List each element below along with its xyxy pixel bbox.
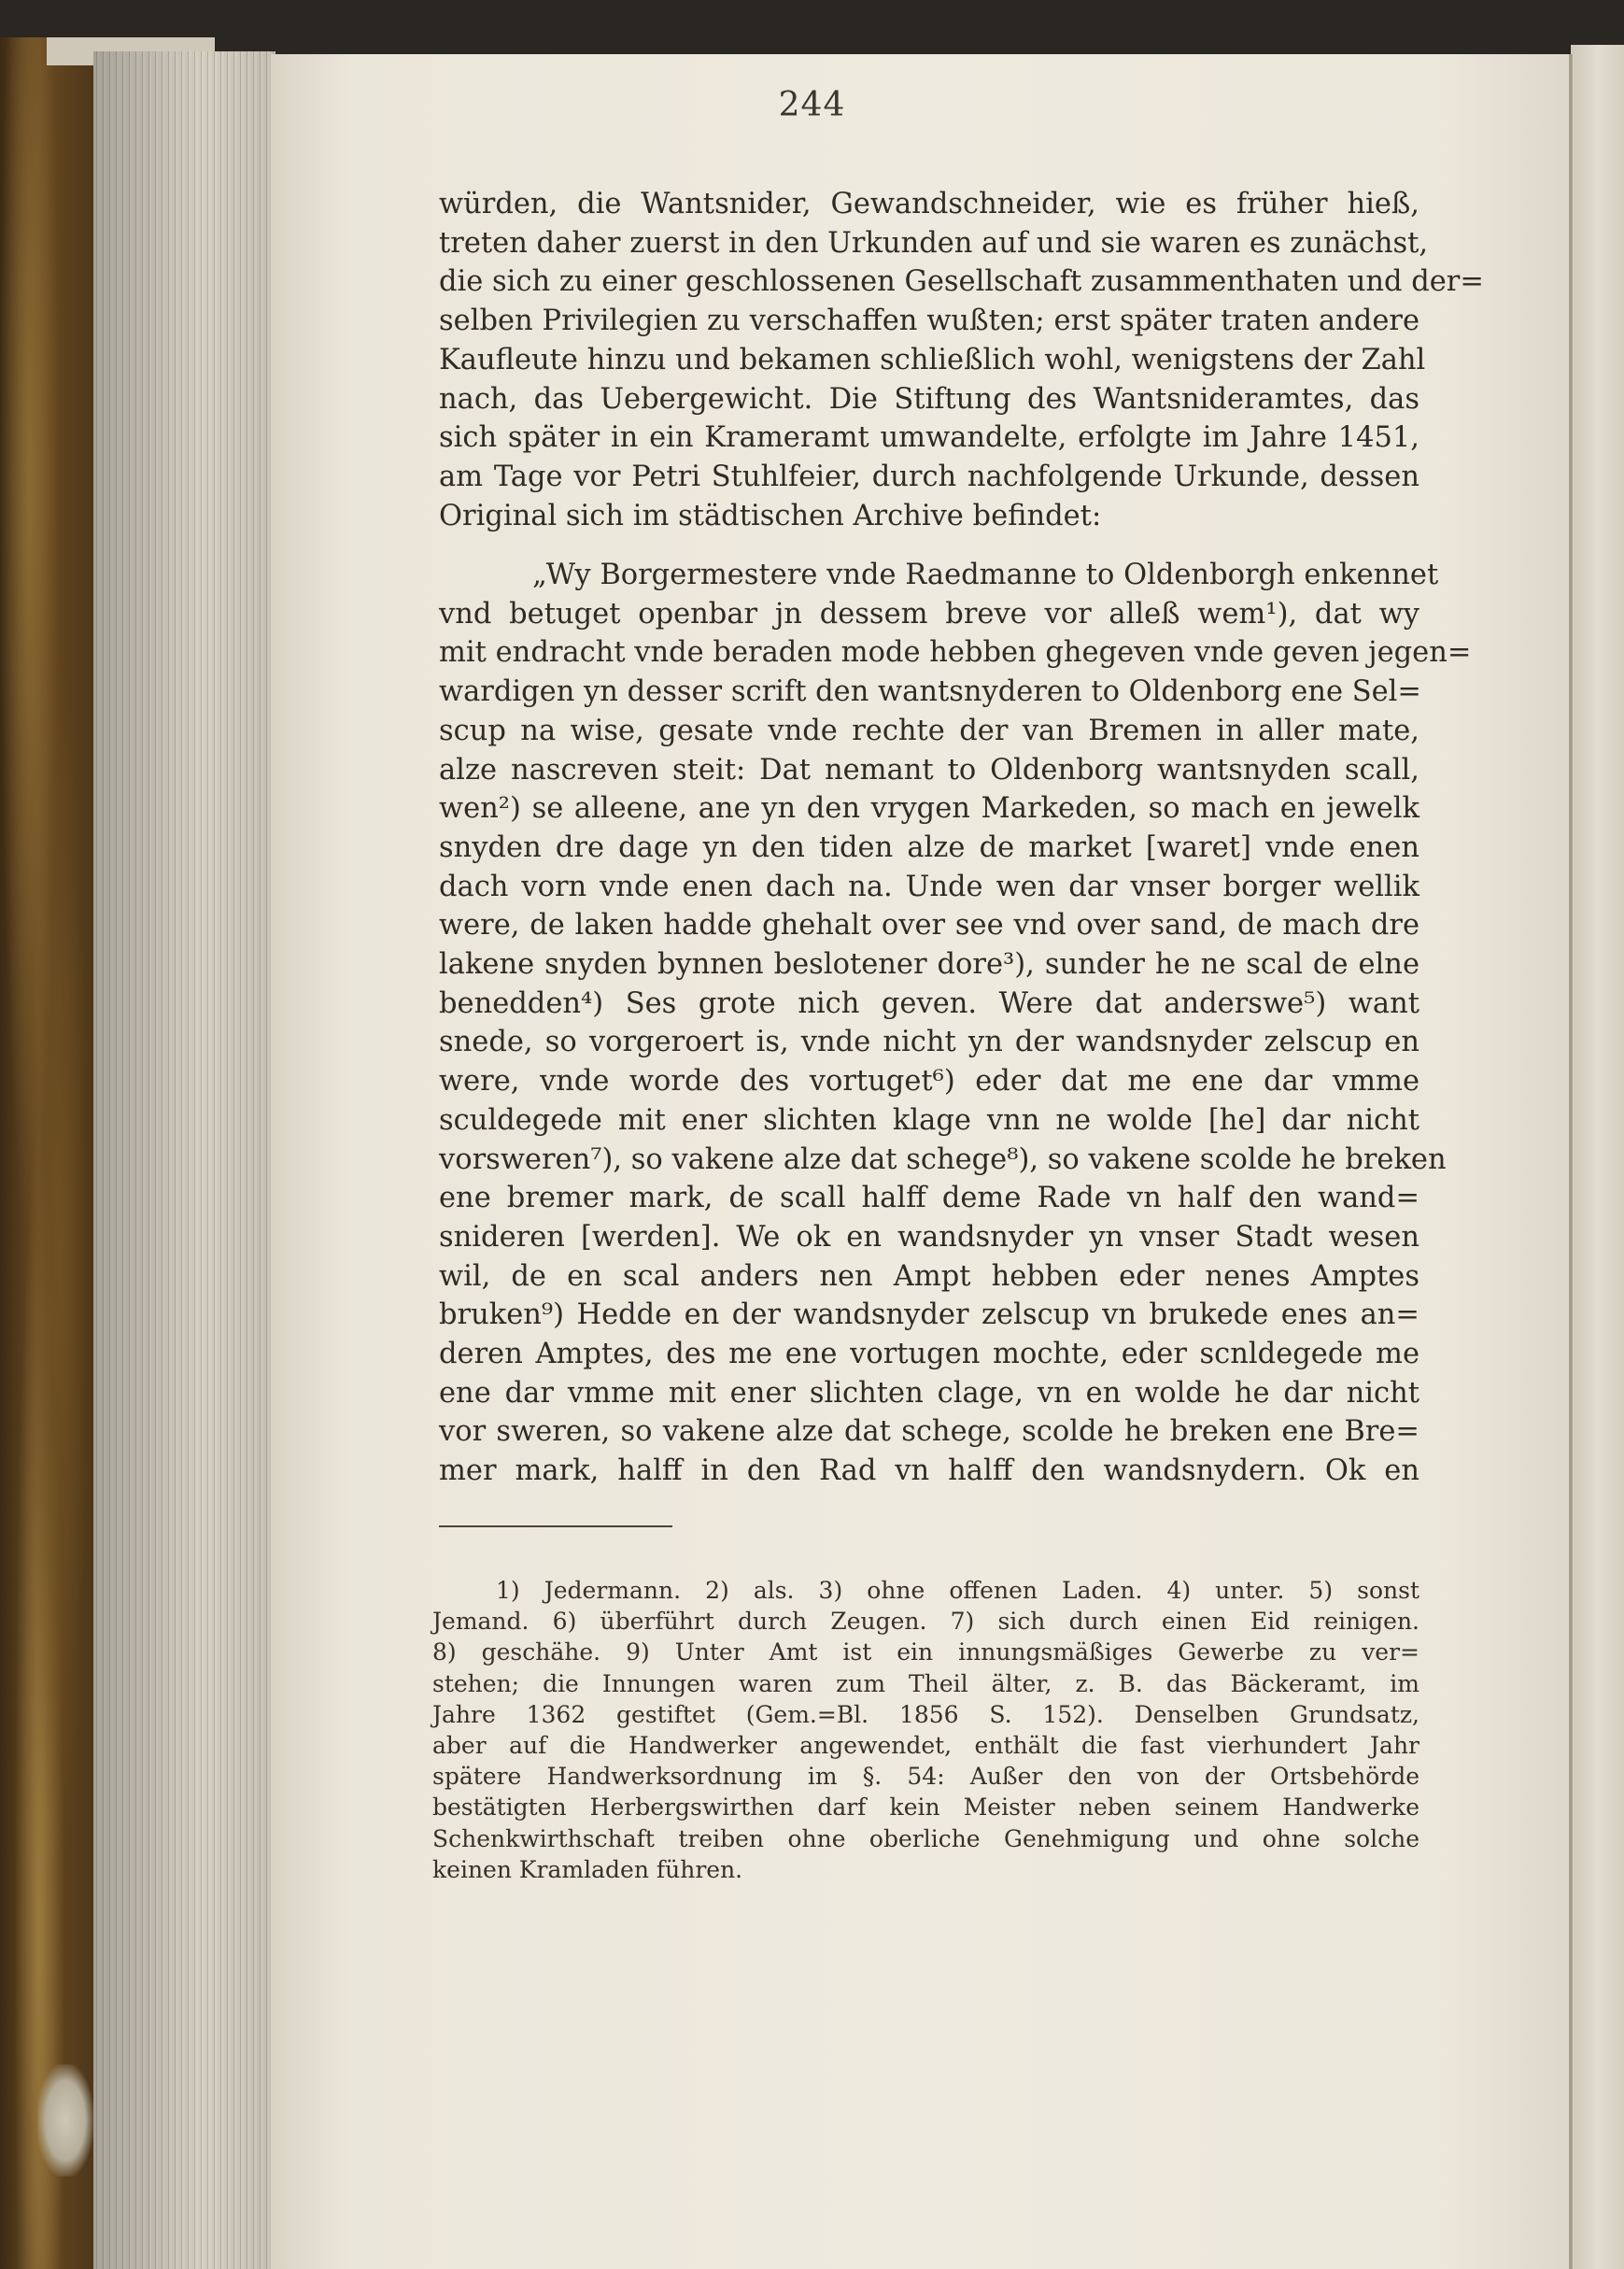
quoted-document (439, 556, 1472, 1491)
text-line: sculdegede mit ener slichten klage vnn ne wolde [he] dar nicht (439, 1103, 1419, 1137)
text-line: nach, das Uebergewicht. Die Stiftung des Wantsnideramtes, das (439, 382, 1419, 416)
text-line: Original sich im städtischen Archive befindet: (439, 499, 1102, 532)
gutter-line (1569, 54, 1573, 2269)
text-line: selben Privilegien zu verschaffen wußten; erst später traten andere (439, 305, 1419, 338)
page-edges-shadow (93, 51, 275, 2269)
text-line: Kaufleute hinzu und bekamen schließlich wohl, wenigstens der Zahl (439, 343, 1426, 376)
footnotes (432, 1575, 1419, 1885)
footnote-line: aber auf die Handwerker angewendet, enthält die fast vierhundert Jahr (432, 1732, 1419, 1760)
text-line: deren Amptes, des me ene vortugen mochte, eder scnldegede me (439, 1338, 1419, 1371)
text-line: dach vorn vnde enen dach na. Unde wen dar vnser borger wellik (439, 870, 1419, 903)
text-line: bruken⁹) Hedde en der wandsnyder zelscup vn brukede enes an= (439, 1298, 1419, 1332)
text-line: die sich zu einer geschlossenen Gesellschaft zusammenthaten und der= (439, 265, 1484, 299)
text-line: alze nascreven steit: Dat nemant to Oldenborg wantsnyden scall, (439, 753, 1419, 787)
text-line: treten daher zuerst in den Urkunden auf und sie waren es zunächst, (439, 226, 1429, 260)
text-line: scup na wise, gesate vnde rechte der van Bremen in aller mate, (439, 714, 1419, 747)
text-line: ene dar vmme mit ener slichten clage, vn en wolde he dar nicht (439, 1376, 1419, 1410)
text-line: sich später in ein Krameramt umwandelte, erfolgte im Jahre 1451, (439, 421, 1419, 455)
text-line: were, vnde worde des vortuget⁶) eder dat me ene dar vmme (439, 1065, 1419, 1099)
footnote-line: Jahre 1362 gestiftet (Gem.=Bl. 1856 S. 152). Denselben Grundsatz, (432, 1700, 1419, 1728)
text-line: were, de laken hadde ghehalt over see vnd over sand, de mach dre (439, 909, 1419, 943)
footnote-line: stehen; die Innungen waren zum Theil älter, z. B. das Bäckeramt, im (432, 1669, 1419, 1697)
corner-wear (37, 2064, 93, 2177)
footnote-line: spätere Handwerksordnung im §. 54: Außer den von der Ortsbehörde (432, 1763, 1419, 1791)
footnote-line: 8) geschähe. 9) Unter Amt ist ein innungsmäßiges Gewerbe zu ver= (432, 1638, 1419, 1666)
page-number: 244 (778, 86, 846, 124)
text-line: vnd betuget openbar jn dessem breve vor alleß wem¹), dat wy (439, 597, 1419, 631)
text-line: benedden⁴) Ses grote nich geven. Were dat anderswe⁵) want (439, 986, 1419, 1020)
footnote-line: 1) Jedermann. 2) als. 3) ohne offenen Laden. 4) unter. 5) sonst (496, 1577, 1419, 1604)
footnote-line: Schenkwirthschaft treiben ohne oberliche Genehmigung und ohne solche (432, 1824, 1419, 1852)
footnote-divider (439, 1525, 672, 1527)
text-line: ene bremer mark, de scall halff deme Rade vn half den wand= (439, 1182, 1419, 1215)
text-line: am Tage vor Petri Stuhlfeier, durch nachfolgende Urkunde, dessen (439, 460, 1419, 493)
book-cover (0, 37, 98, 2269)
text-line: „Wy Borgermestere vnde Raedmanne to Oldenborgh enkennet (532, 559, 1439, 591)
main-paragraph (439, 185, 1484, 535)
next-page-edge (1571, 45, 1624, 2269)
text-line: würden, die Wantsnider, Gewandschneider, wie es früher hieß, (439, 188, 1419, 220)
text-line: snyden dre dage yn den tiden alze de market [waret] vnde enen (439, 830, 1419, 864)
text-line: snideren [werden]. We ok en wandsnyder yn vnser Stadt wesen (439, 1220, 1419, 1254)
text-line: wardigen yn desser scrift den wantsnyderen to Oldenborg ene Sel= (439, 675, 1421, 709)
footnote-line: bestätigten Herbergswirthen darf kein Meister neben seinem Handwerke (432, 1794, 1419, 1822)
text-line: vorsweren⁷), so vakene alze dat schege⁸), so vakene scolde he breken (439, 1142, 1447, 1176)
text-line: mit endracht vnde beraden mode hebben ghegeven vnde geven jegen= (439, 636, 1472, 670)
footnote-line: keinen Kramladen führen. (432, 1855, 743, 1883)
footnote-line: Jemand. 6) überführt durch Zeugen. 7) sich durch einen Eid reinigen. (432, 1608, 1419, 1636)
text-line: wil, de en scal anders nen Ampt hebben eder nenes Amptes (439, 1259, 1419, 1293)
text-line: snede, so vorgeroert is, vnde nicht yn der wandsnyder zelscup en (439, 1026, 1419, 1059)
text-line: vor sweren, so vakene alze dat schege, scolde he breken ene Bre= (439, 1415, 1419, 1449)
text-line: lakene snyden bynnen beslotener dore³), sunder he ne scal de elne (439, 948, 1419, 982)
text-line: mer mark, halff in den Rad vn halff den wandsnydern. Ok en (439, 1454, 1419, 1488)
text-line: wen²) se alleene, ane yn den vrygen Markeden, so mach en jewelk (439, 792, 1419, 826)
